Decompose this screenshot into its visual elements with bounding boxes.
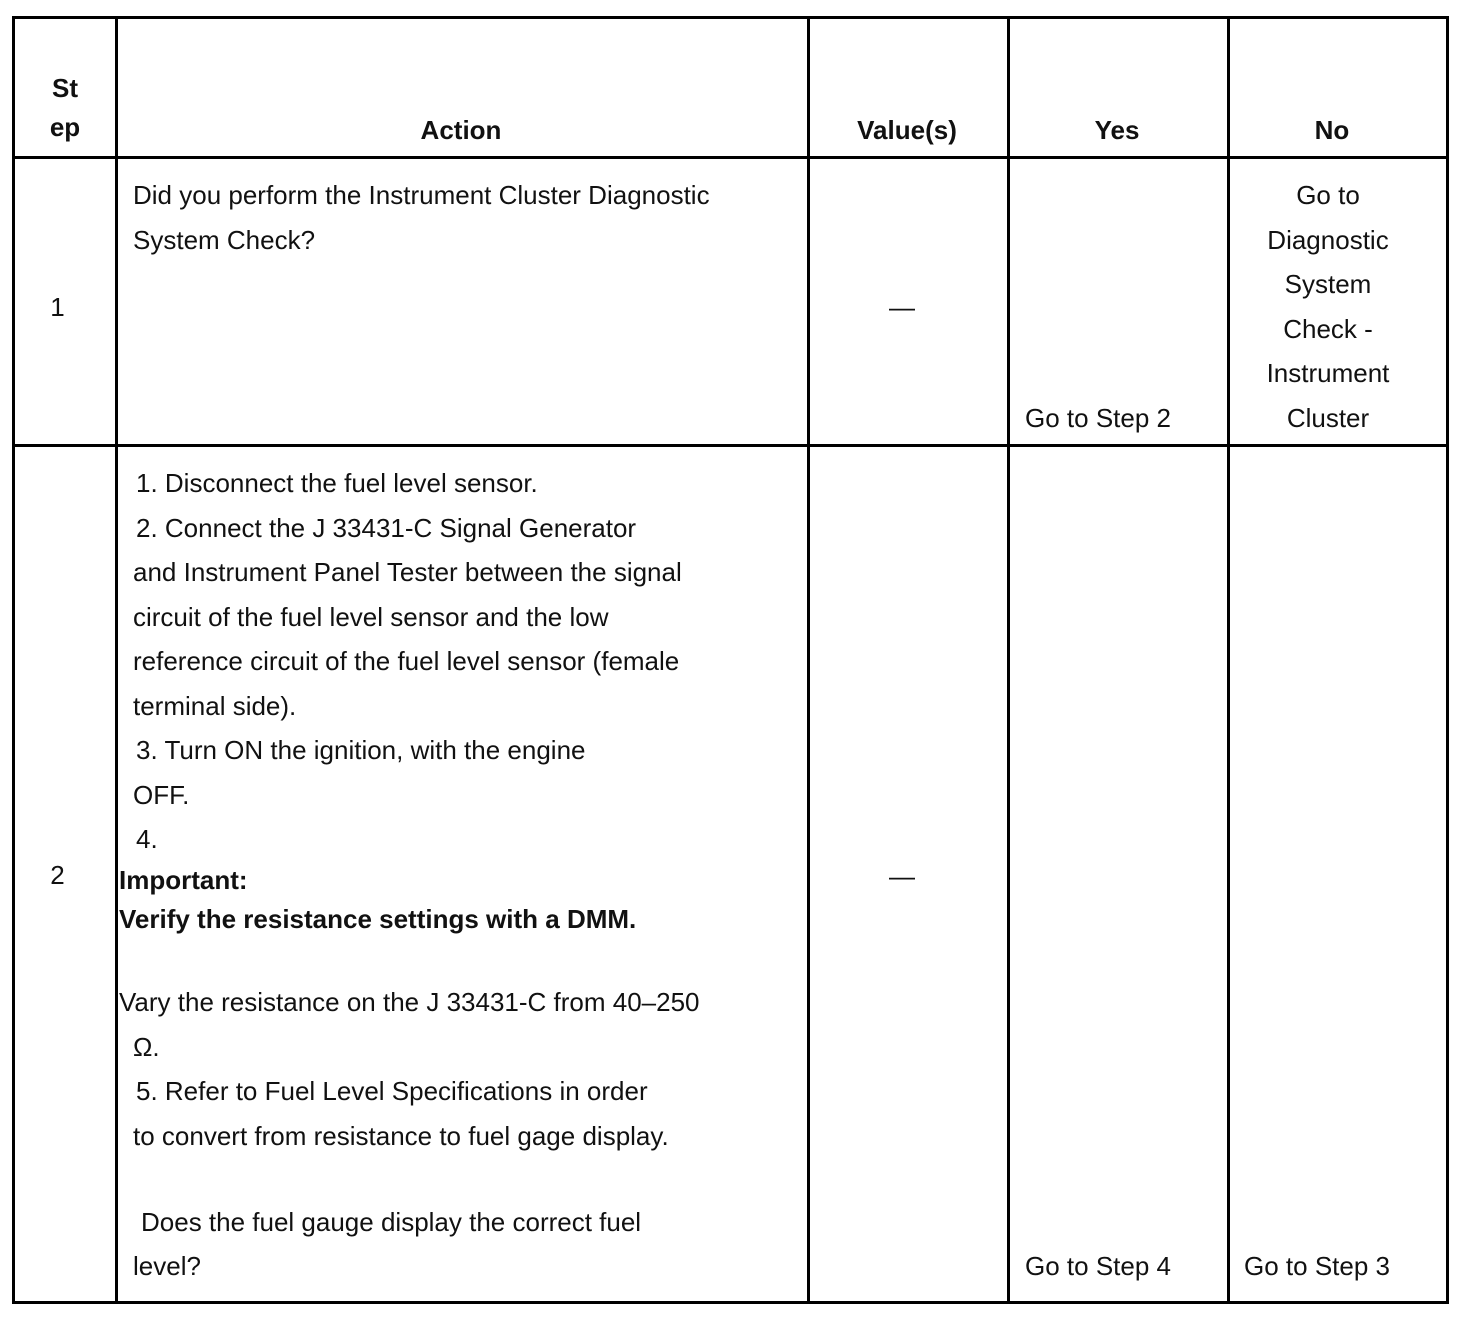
- row2-yes: Go to Step 4: [1025, 1251, 1171, 1281]
- row-divider: [15, 156, 1446, 159]
- row2-item2-line: circuit of the fuel level sensor and the low: [133, 602, 609, 632]
- row1-no: [1227, 173, 1429, 440]
- header-no: No: [1314, 115, 1350, 145]
- row1-no-line: Instrument: [1266, 358, 1390, 388]
- row1-action: [133, 173, 710, 262]
- row2-item1: 1. Disconnect the fuel level sensor.: [136, 468, 538, 498]
- row2-item3-line: 3. Turn ON the ignition, with the engine: [136, 735, 586, 765]
- column-divider: [807, 19, 810, 1301]
- row2-item4: 4.: [136, 824, 158, 854]
- header-step-line1: St: [52, 73, 78, 103]
- row2-question-line: level?: [133, 1251, 201, 1281]
- row2-item2-line: and Instrument Panel Tester between the signal: [133, 557, 682, 587]
- row2-question-line: Does the fuel gauge display the correct fuel: [141, 1207, 642, 1237]
- row2-no: Go to Step 3: [1244, 1251, 1390, 1281]
- row-divider: [15, 444, 1446, 447]
- row1-no-line: Diagnostic: [1267, 224, 1389, 255]
- row2-value: —: [889, 861, 915, 891]
- row1-no-line: Check -: [1283, 313, 1373, 344]
- row1-action-line: Did you perform the Instrument Cluster Diagnostic: [133, 180, 710, 210]
- row2-item2-line: reference circuit of the fuel level sensor (female: [133, 646, 680, 676]
- row1-no-line: System: [1284, 269, 1372, 299]
- row1-step: 1: [50, 292, 65, 322]
- row2-item2-line: terminal side).: [133, 691, 297, 721]
- header-values: Value(s): [857, 115, 957, 145]
- header-step-line2: ep: [49, 112, 81, 142]
- header-action: Action: [420, 115, 502, 145]
- header-yes: Yes: [1094, 115, 1140, 145]
- row1-no-line: Cluster: [1286, 402, 1370, 433]
- row1-value: —: [889, 292, 915, 322]
- row1-yes: Go to Step 2: [1025, 403, 1171, 433]
- row2-item3-line: OFF.: [133, 780, 190, 810]
- row2-vary-line: Vary the resistance on the J 33431-C from 40–250: [119, 987, 700, 1017]
- important-text: Verify the resistance settings with a DMM.: [119, 904, 637, 934]
- row1-action-line: System Check?: [133, 224, 316, 255]
- important-label: Important:: [119, 865, 248, 895]
- row2-item2-line: 2. Connect the J 33431-C Signal Generator: [136, 513, 637, 543]
- column-divider: [115, 19, 118, 1301]
- row2-item5-line: to convert from resistance to fuel gage display.: [133, 1121, 669, 1151]
- header-step: [15, 69, 115, 147]
- row2-step: 2: [50, 860, 65, 890]
- row1-no-line: Go to: [1296, 180, 1360, 210]
- row2-vary-line: Ω.: [133, 1032, 160, 1062]
- column-divider: [1007, 19, 1010, 1301]
- row2-item5-line: 5. Refer to Fuel Level Specifications in order: [136, 1076, 648, 1106]
